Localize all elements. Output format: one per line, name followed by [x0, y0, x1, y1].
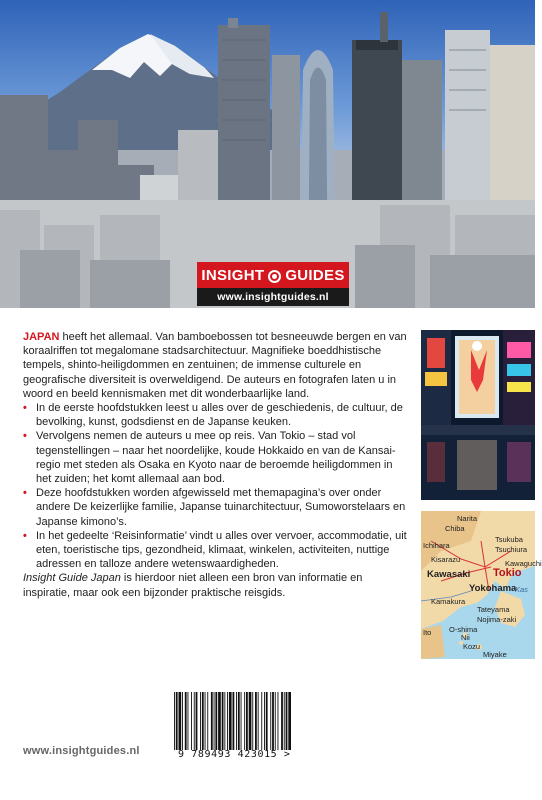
barcode-bar	[182, 692, 183, 750]
guide-title: Insight Guide Japan	[23, 572, 121, 585]
barcode-bar	[179, 692, 182, 750]
barcode-bar	[191, 692, 192, 750]
osaka-neon-photo	[421, 330, 535, 500]
barcode-bar	[238, 692, 240, 750]
list-item: • In de eerste hoofdstukken leest u alles over de geschiedenis, de cultuur, de bevolking, kunst, godsdienst en de Japanse keuken.	[23, 401, 407, 429]
map-label-miyake: Miyake	[483, 650, 507, 659]
closing-text: is hierdoor niet alleen een bron van informatie en inspiratie, maar ook een bijzonder praktische reisgids.	[23, 572, 363, 599]
back-cover-description	[23, 330, 407, 600]
barcode-bar	[281, 692, 283, 750]
barcode-bar	[264, 692, 265, 750]
osaka-illustration	[421, 330, 535, 500]
map-label-tateyama: Tateyama	[477, 605, 510, 614]
barcode-bar	[278, 692, 279, 750]
barcode-bar	[214, 692, 215, 750]
barcode-bar	[272, 692, 274, 750]
map-label-niijima: Nii	[461, 633, 470, 642]
barcode-bar	[194, 692, 195, 750]
intro-text: heeft het allemaal. Van bamboebossen tot besneeuwde bergen en van koraalriffen tot megalomane stadsarchitectuur. Magnifieke boeddhistische tempels, shinto-heiligdommen en zentuinen; de immense culturele en geografische diversiteit is overweldigend. De auteurs en fotografen laten u in woord en beeld kennismaken met dit wonderbaarlijke land.	[23, 331, 407, 400]
barcode-bar	[200, 692, 201, 750]
intro-lead: JAPAN	[23, 331, 60, 343]
closing-paragraph	[23, 571, 407, 599]
map-label-tsuchiura: Tsuchiura	[495, 545, 528, 554]
cover-photo-tokyo-skyline	[0, 0, 535, 308]
barcode-bar	[215, 692, 217, 750]
barcode-bar	[252, 692, 253, 750]
map-label-ichihara: Ichihara	[423, 541, 450, 550]
barcode-bar	[241, 692, 242, 750]
list-item: • Deze hoofdstukken worden afgewisseld met themapagina’s over onder andere De keizerlijke familie, Japanse tuinarchitectuur, Sumoworstelaars en Japanse kimono’s.	[23, 486, 407, 529]
isbn-number: 9 789493 423015 >	[178, 749, 291, 760]
map-label-kasumi: Kas	[515, 585, 528, 594]
barcode-bar	[288, 692, 291, 750]
map-label-kozu: Kozu	[463, 642, 481, 651]
logo-word-insight: INSIGHT	[201, 266, 265, 284]
map-label-kamakura: Kamakura	[431, 597, 466, 606]
feature-list	[23, 401, 407, 571]
barcode-bar	[286, 692, 288, 750]
map-label-kisarazu: Kisarazu	[431, 555, 461, 564]
footer-url: www.insightguides.nl	[23, 745, 140, 757]
barcode-bar	[270, 692, 271, 750]
map-label-nojima: Nojima-zaki	[477, 615, 517, 624]
barcode-bar	[258, 692, 259, 750]
barcode-bar	[233, 692, 235, 750]
map-label-kawasaki: Kawasaki	[427, 569, 471, 580]
barcode-bar	[188, 692, 189, 750]
map-label-narita: Narita	[457, 514, 478, 523]
barcode-bar	[176, 692, 178, 750]
barcode-bar	[255, 692, 257, 750]
barcode-bar	[275, 692, 276, 750]
barcode-bar	[249, 692, 252, 750]
barcode-bar	[244, 692, 245, 750]
barcode-bar	[246, 692, 248, 750]
barcode-bar	[229, 692, 232, 750]
barcode-bar	[185, 692, 187, 750]
list-item: • In het gedeelte ‘Reisinformatie’ vindt u alles over vervoer, accommodatie, uit eten, toeristische tips, gezondheid, klimaat, winkelen, activiteiten, nuttige adressen en talloze andere wetenswaardigheden.	[23, 529, 407, 572]
barcode-bar	[224, 692, 225, 750]
barcode-bar	[227, 692, 228, 750]
map-label-yokohama: Yokohama	[469, 583, 517, 594]
barcode-bar	[266, 692, 268, 750]
map-label-kawaguchi: Kawaguchi	[505, 559, 542, 568]
map-label-tokio: Tokio	[493, 567, 522, 579]
barcode-bar	[236, 692, 237, 750]
barcode-bar	[218, 692, 221, 750]
logo-target-icon	[268, 270, 281, 283]
barcode-bar	[205, 692, 206, 750]
tokyo-bay-map	[421, 511, 542, 659]
intro-paragraph	[23, 330, 407, 401]
insight-guides-logo	[197, 262, 349, 306]
barcode-bar	[284, 692, 285, 750]
barcode-bar	[261, 692, 262, 750]
logo-url: www.insightguides.nl	[197, 288, 349, 306]
barcode-bar	[211, 692, 213, 750]
barcode-bar	[174, 692, 175, 750]
barcode-bar	[202, 692, 204, 750]
logo-wordmark	[197, 262, 349, 288]
barcode-bar	[196, 692, 198, 750]
map-label-tsukuba: Tsukuba	[495, 535, 523, 544]
map-label-chiba: Chiba	[445, 524, 465, 533]
map-label-oshima: O-shima	[449, 625, 478, 634]
barcode-bar	[207, 692, 208, 750]
logo-word-guides: GUIDES	[285, 266, 345, 284]
map-label-ito: Ito	[423, 628, 432, 637]
barcode-bar	[222, 692, 224, 750]
list-item: • Vervolgens nemen de auteurs u mee op reis. Van Tokio – stad vol tegenstellingen – naar het noordelijke, koude Hokkaido en van de Kansai-regio met steden als Osaka en Kyoto naar de beroemde heiligdommen in het zuiden; het komt allemaal aan bod.	[23, 429, 407, 486]
isbn-barcode	[172, 689, 293, 755]
